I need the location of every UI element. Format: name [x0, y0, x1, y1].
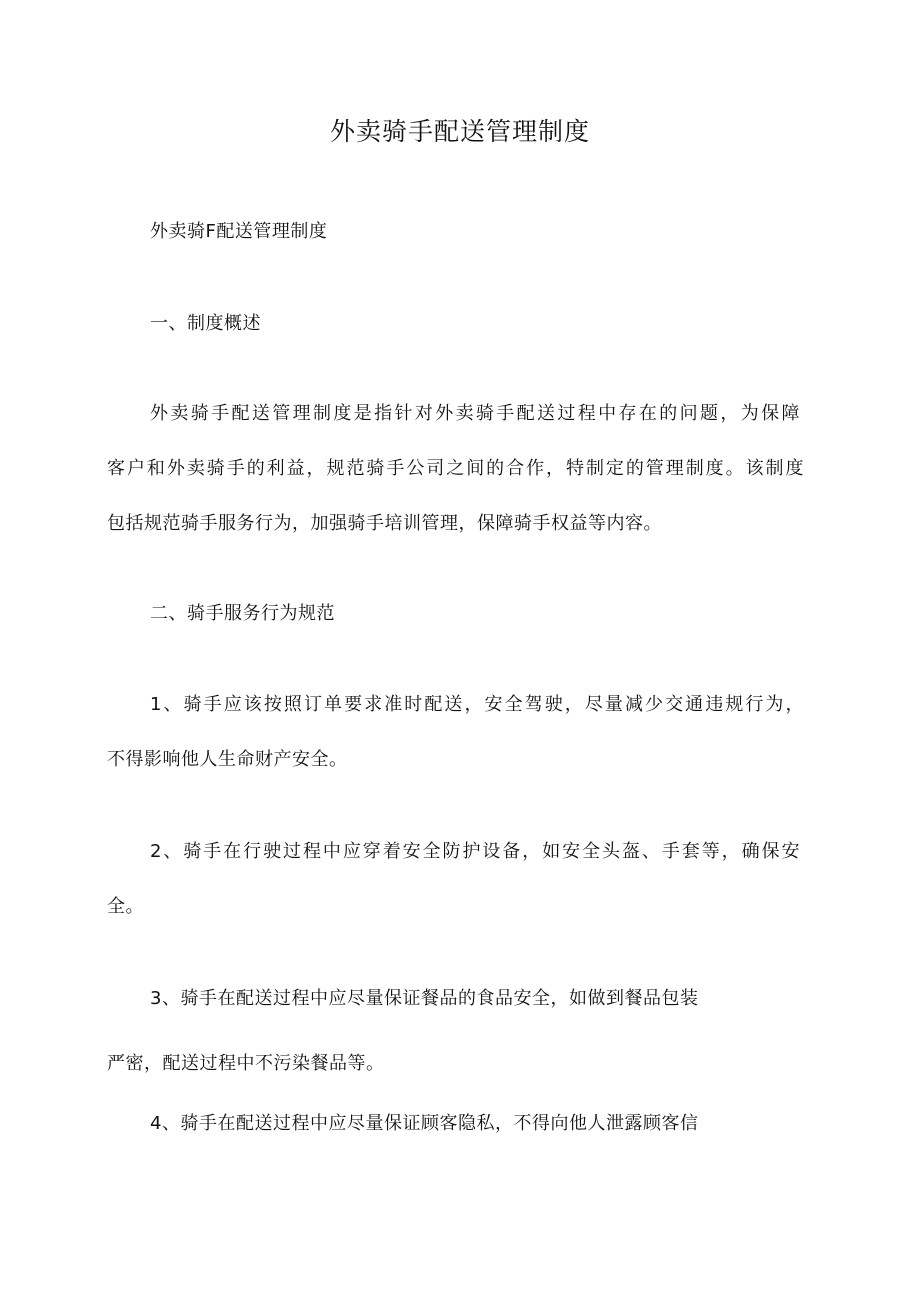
document-title: 外卖骑手配送管理制度	[329, 117, 590, 146]
list-item-line: 2、骑手在行驶过程中应穿着安全防护设备，如安全头盔、手套等，确保安	[150, 841, 800, 862]
list-item-line: 不得影响他人生命财产安全。	[107, 749, 348, 770]
document-subtitle: 外卖骑F配送管理制度	[150, 221, 328, 242]
paragraph-line: 包括规范骑手服务行为，加强骑手培训管理，保障骑手权益等内容。	[107, 513, 662, 534]
section-heading-rider-conduct: 二、骑手服务行为规范	[150, 603, 335, 624]
list-item-line: 全。	[107, 896, 144, 917]
list-item-line: 严密，配送过程中不污染餐品等。	[107, 1053, 385, 1074]
list-item-line: 3、骑手在配送过程中应尽量保证餐品的食品安全，如做到餐品包装	[150, 988, 699, 1009]
list-item-line: 4、骑手在配送过程中应尽量保证顾客隐私，不得向他人泄露顾客信	[150, 1113, 699, 1134]
list-item-line: 1、骑手应该按照订单要求准时配送，安全驾驶，尽量减少交通违规行为，	[150, 694, 804, 715]
paragraph-line: 外卖骑手配送管理制度是指针对外卖骑手配送过程中存在的问题，为保障	[150, 403, 800, 424]
section-heading-overview: 一、制度概述	[150, 313, 261, 334]
paragraph-line: 客户和外卖骑手的利益，规范骑手公司之间的合作，特制定的管理制度。该制度	[107, 458, 804, 479]
